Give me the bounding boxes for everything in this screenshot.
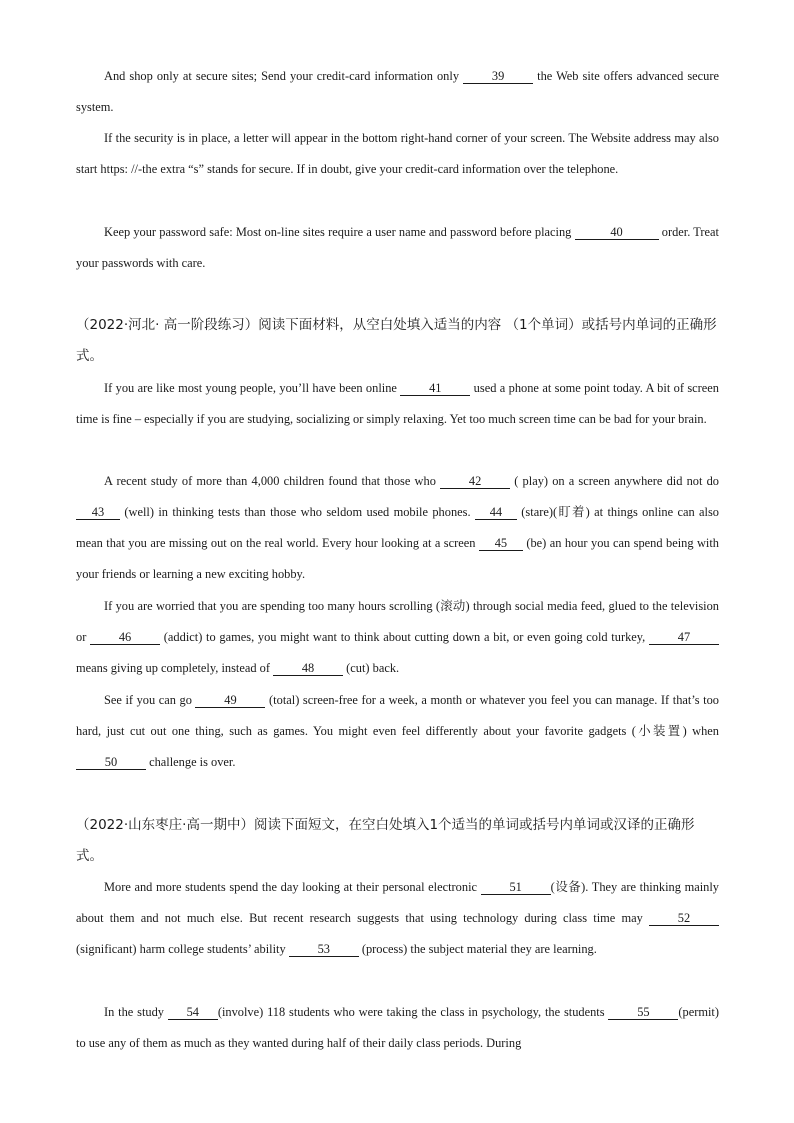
section3-paragraph-1: [76, 872, 719, 965]
blank-50: 50: [76, 755, 146, 770]
text-run: (process) the subject material they are learning.: [358, 942, 597, 956]
text-run: used a phone at some point today. A bit of screen time is fine – especially if you are studying, socializing or simply relaxing. Yet too much screen time can be bad for your brain.: [76, 381, 719, 426]
blank-54: 54: [168, 1005, 218, 1020]
section3-paragraph-2: [76, 997, 719, 1059]
text-run: Keep your password safe: Most on-line sites require a user name and password before placing: [104, 225, 575, 239]
blank-53: 53: [289, 942, 359, 957]
text-run: More and more students spend the day looking at their personal electronic: [104, 880, 481, 894]
text-run: means giving up completely, instead of: [76, 661, 274, 675]
blank-49: 49: [195, 693, 265, 708]
passage1-paragraph-1: [76, 61, 719, 123]
text-run: (permit) to use any of them as much as they wanted during half of their daily class periods. During: [76, 1005, 719, 1050]
blank-55: 55: [608, 1005, 678, 1020]
text-run: (involve) 118 students who were taking the class in psychology, the students: [217, 1005, 609, 1019]
section2-paragraph-2: [76, 466, 719, 590]
text-run: (stare)(盯着) at things online can also mean that you are missing out on the real world. Every hour looking at a screen: [76, 505, 720, 550]
text-run: (cut) back.: [343, 661, 400, 675]
blank-42: 42: [440, 474, 510, 489]
section2-paragraph-4: [76, 685, 719, 778]
blank-51: 51: [481, 880, 551, 895]
section3-heading: （2022·山东枣庄·高一期中）阅读下面短文，在空白处填入1个适当的单词或括号内单词或汉译的正确形式。: [76, 817, 695, 864]
blank-43: 43: [76, 505, 120, 520]
text-run: ( play) on a screen anywhere did not do: [510, 474, 720, 488]
blank-52: 52: [649, 911, 719, 926]
text-run: If you are worried that you are spending too many hours scrolling (滚动) through social media feed, glued to the television or: [76, 599, 719, 644]
blank-41: 41: [400, 381, 470, 396]
passage1-paragraph-3: [76, 217, 719, 279]
text-run: And shop only at secure sites; Send your credit-card information only: [104, 69, 464, 83]
text-run: See if you can go: [104, 693, 196, 707]
text-run: In the study: [104, 1005, 168, 1019]
blank-44: 44: [475, 505, 517, 520]
text-run: (significant) harm college students’ ability: [76, 942, 289, 956]
text-run: (well) in thinking tests than those who seldom used mobile phones.: [120, 505, 475, 519]
section2-paragraph-1: [76, 373, 719, 435]
text-run: the Web site offers advanced secure system.: [76, 69, 719, 114]
section2-heading: （2022·河北· 高一阶段练习）阅读下面材料，从空白处填入适当的内容 （1个单词）或括号内单词的正确形式。: [76, 317, 717, 364]
text-run: challenge is over.: [146, 755, 236, 769]
text-run: If you are like most young people, you’ll have been online: [104, 381, 401, 395]
blank-45: 45: [479, 536, 523, 551]
text-run: (addict) to games, you might want to think about cutting down a bit, or even going cold turkey,: [160, 630, 649, 644]
text-run: A recent study of more than 4,000 children found that those who: [104, 474, 441, 488]
passage1-paragraph-2: If the security is in place, a letter will appear in the bottom right-hand corner of your screen. The Website address may also start https: //-the extra “s” stands for secure. If in doubt, give your credit-card information over the telephone.: [76, 131, 719, 176]
text-run: (设备). They are thinking mainly about them and not much else. But recent research suggests that using technology during class time may: [76, 880, 719, 925]
blank-40: 40: [575, 225, 659, 240]
blank-48: 48: [273, 661, 343, 676]
blank-39: 39: [463, 69, 533, 84]
blank-46: 46: [90, 630, 160, 645]
text-run: (total) screen-free for a week, a month or whatever you feel you can manage. If that’s too hard, just cut out one thing, such as games. You might even feel differently about your favorite gadgets (小装置) when: [76, 693, 720, 738]
blank-47: 47: [649, 630, 719, 645]
text-run: order. Treat your passwords with care.: [76, 225, 720, 270]
section2-paragraph-3: [76, 591, 719, 684]
text-run: (be) an hour you can spend being with your friends or learning a new exciting hobby.: [76, 536, 719, 581]
